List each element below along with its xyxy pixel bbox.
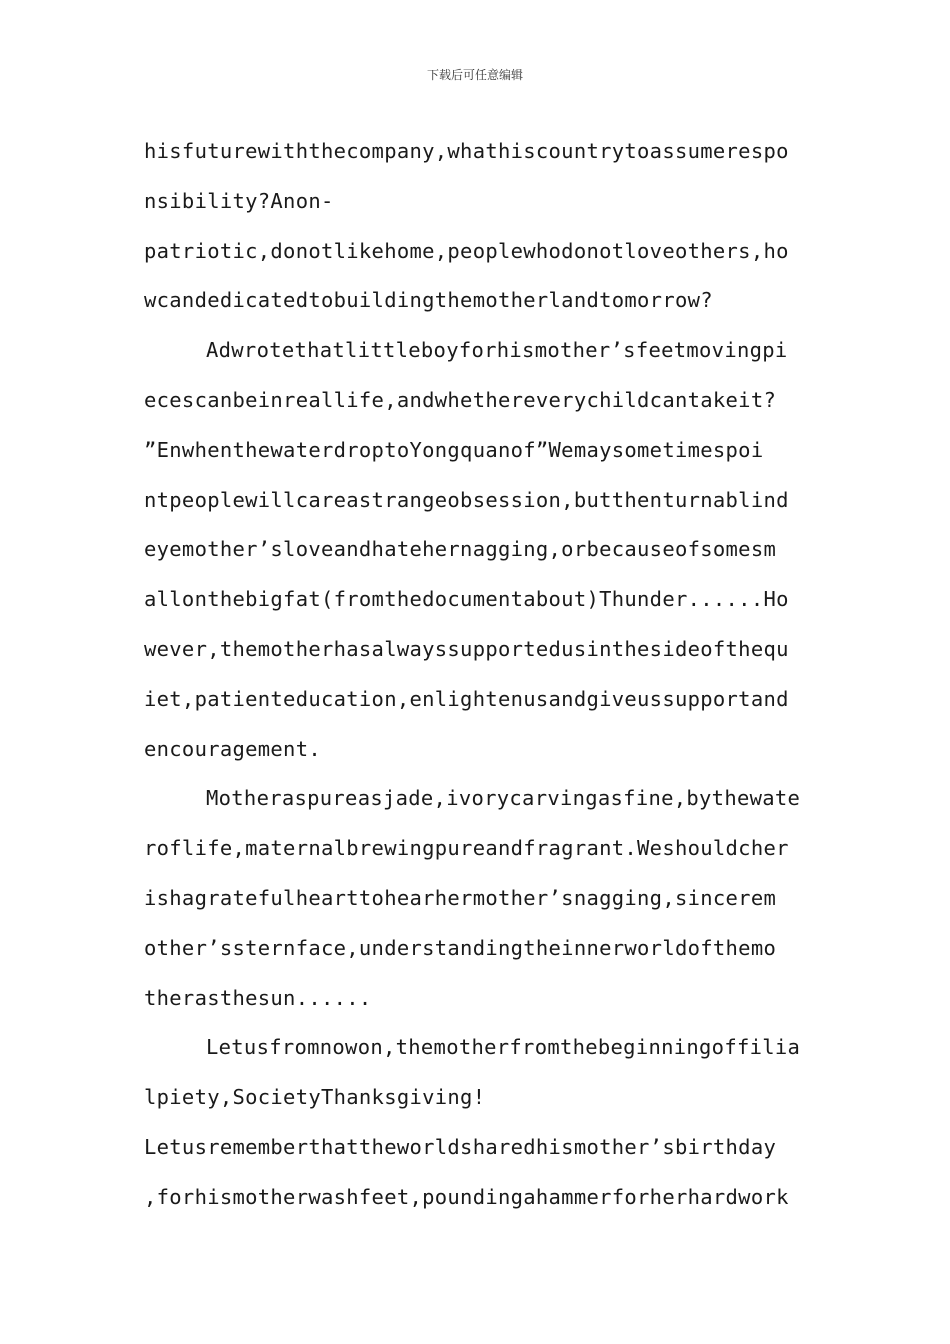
- text-line: iet,patienteducation,enlightenusandgiveussupportand: [144, 686, 789, 711]
- text-line: Letusrememberthattheworldsharedhismother’sbirthday: [144, 1134, 777, 1159]
- page-header: 下载后可任意编辑: [426, 68, 523, 82]
- document-body: [144, 127, 814, 1223]
- paragraph-first-line: Motheraspureasjade,ivorycarvingasfine,bythewate: [206, 786, 801, 811]
- text-line: wever,themotherhasalwayssupportedusinthesideofthequ: [144, 636, 789, 661]
- text-line: ecescanbeinreallife,andwhethereverychildcantakeit?: [144, 387, 777, 412]
- text-line: lpiety,SocietyThanksgiving!: [144, 1085, 486, 1110]
- text-line: roflife,maternalbrewingpureandfragrant.Weshouldcher: [144, 836, 789, 861]
- text-line: allonthebigfat(fromthedocumentabout)Thunder......Ho: [144, 587, 789, 612]
- text-line: ”EnwhenthewaterdroptoYongquanof”Wemaysometimespoi: [144, 437, 764, 462]
- text-line: ntpeoplewillcareastrangeobsession,butthenturnablind: [144, 487, 789, 512]
- text-line: ,forhismotherwashfeet,poundingahammerforherhardwork: [144, 1184, 789, 1209]
- text-line: ishagratefulhearttohearhermother’snagging,sincerem: [144, 885, 777, 910]
- text-line: eyemother’sloveandhatehernagging,orbecauseofsomesm: [144, 537, 777, 562]
- text-line: patriotic,donotlikehome,peoplewhodonotloveothers,ho: [144, 238, 789, 263]
- text-line: other’ssternface,understandingtheinnerworldofthemo: [144, 935, 777, 960]
- text-line: hisfuturewiththecompany,whathiscountrytoassumerespo: [144, 139, 789, 163]
- text-line: encouragement.: [144, 736, 321, 761]
- text-line: therasthesun......: [144, 985, 372, 1010]
- text-line: nsibility?Anon-: [144, 188, 334, 213]
- paragraph-first-line: Adwrotethatlittleboyforhismother’sfeetmovingpi: [206, 338, 788, 363]
- paragraph-first-line: Letusfromnowon,themotherfromthebeginningoffilia: [206, 1035, 801, 1060]
- text-line: wcandedicatedtobuildingthemotherlandtomorrow?: [144, 288, 713, 313]
